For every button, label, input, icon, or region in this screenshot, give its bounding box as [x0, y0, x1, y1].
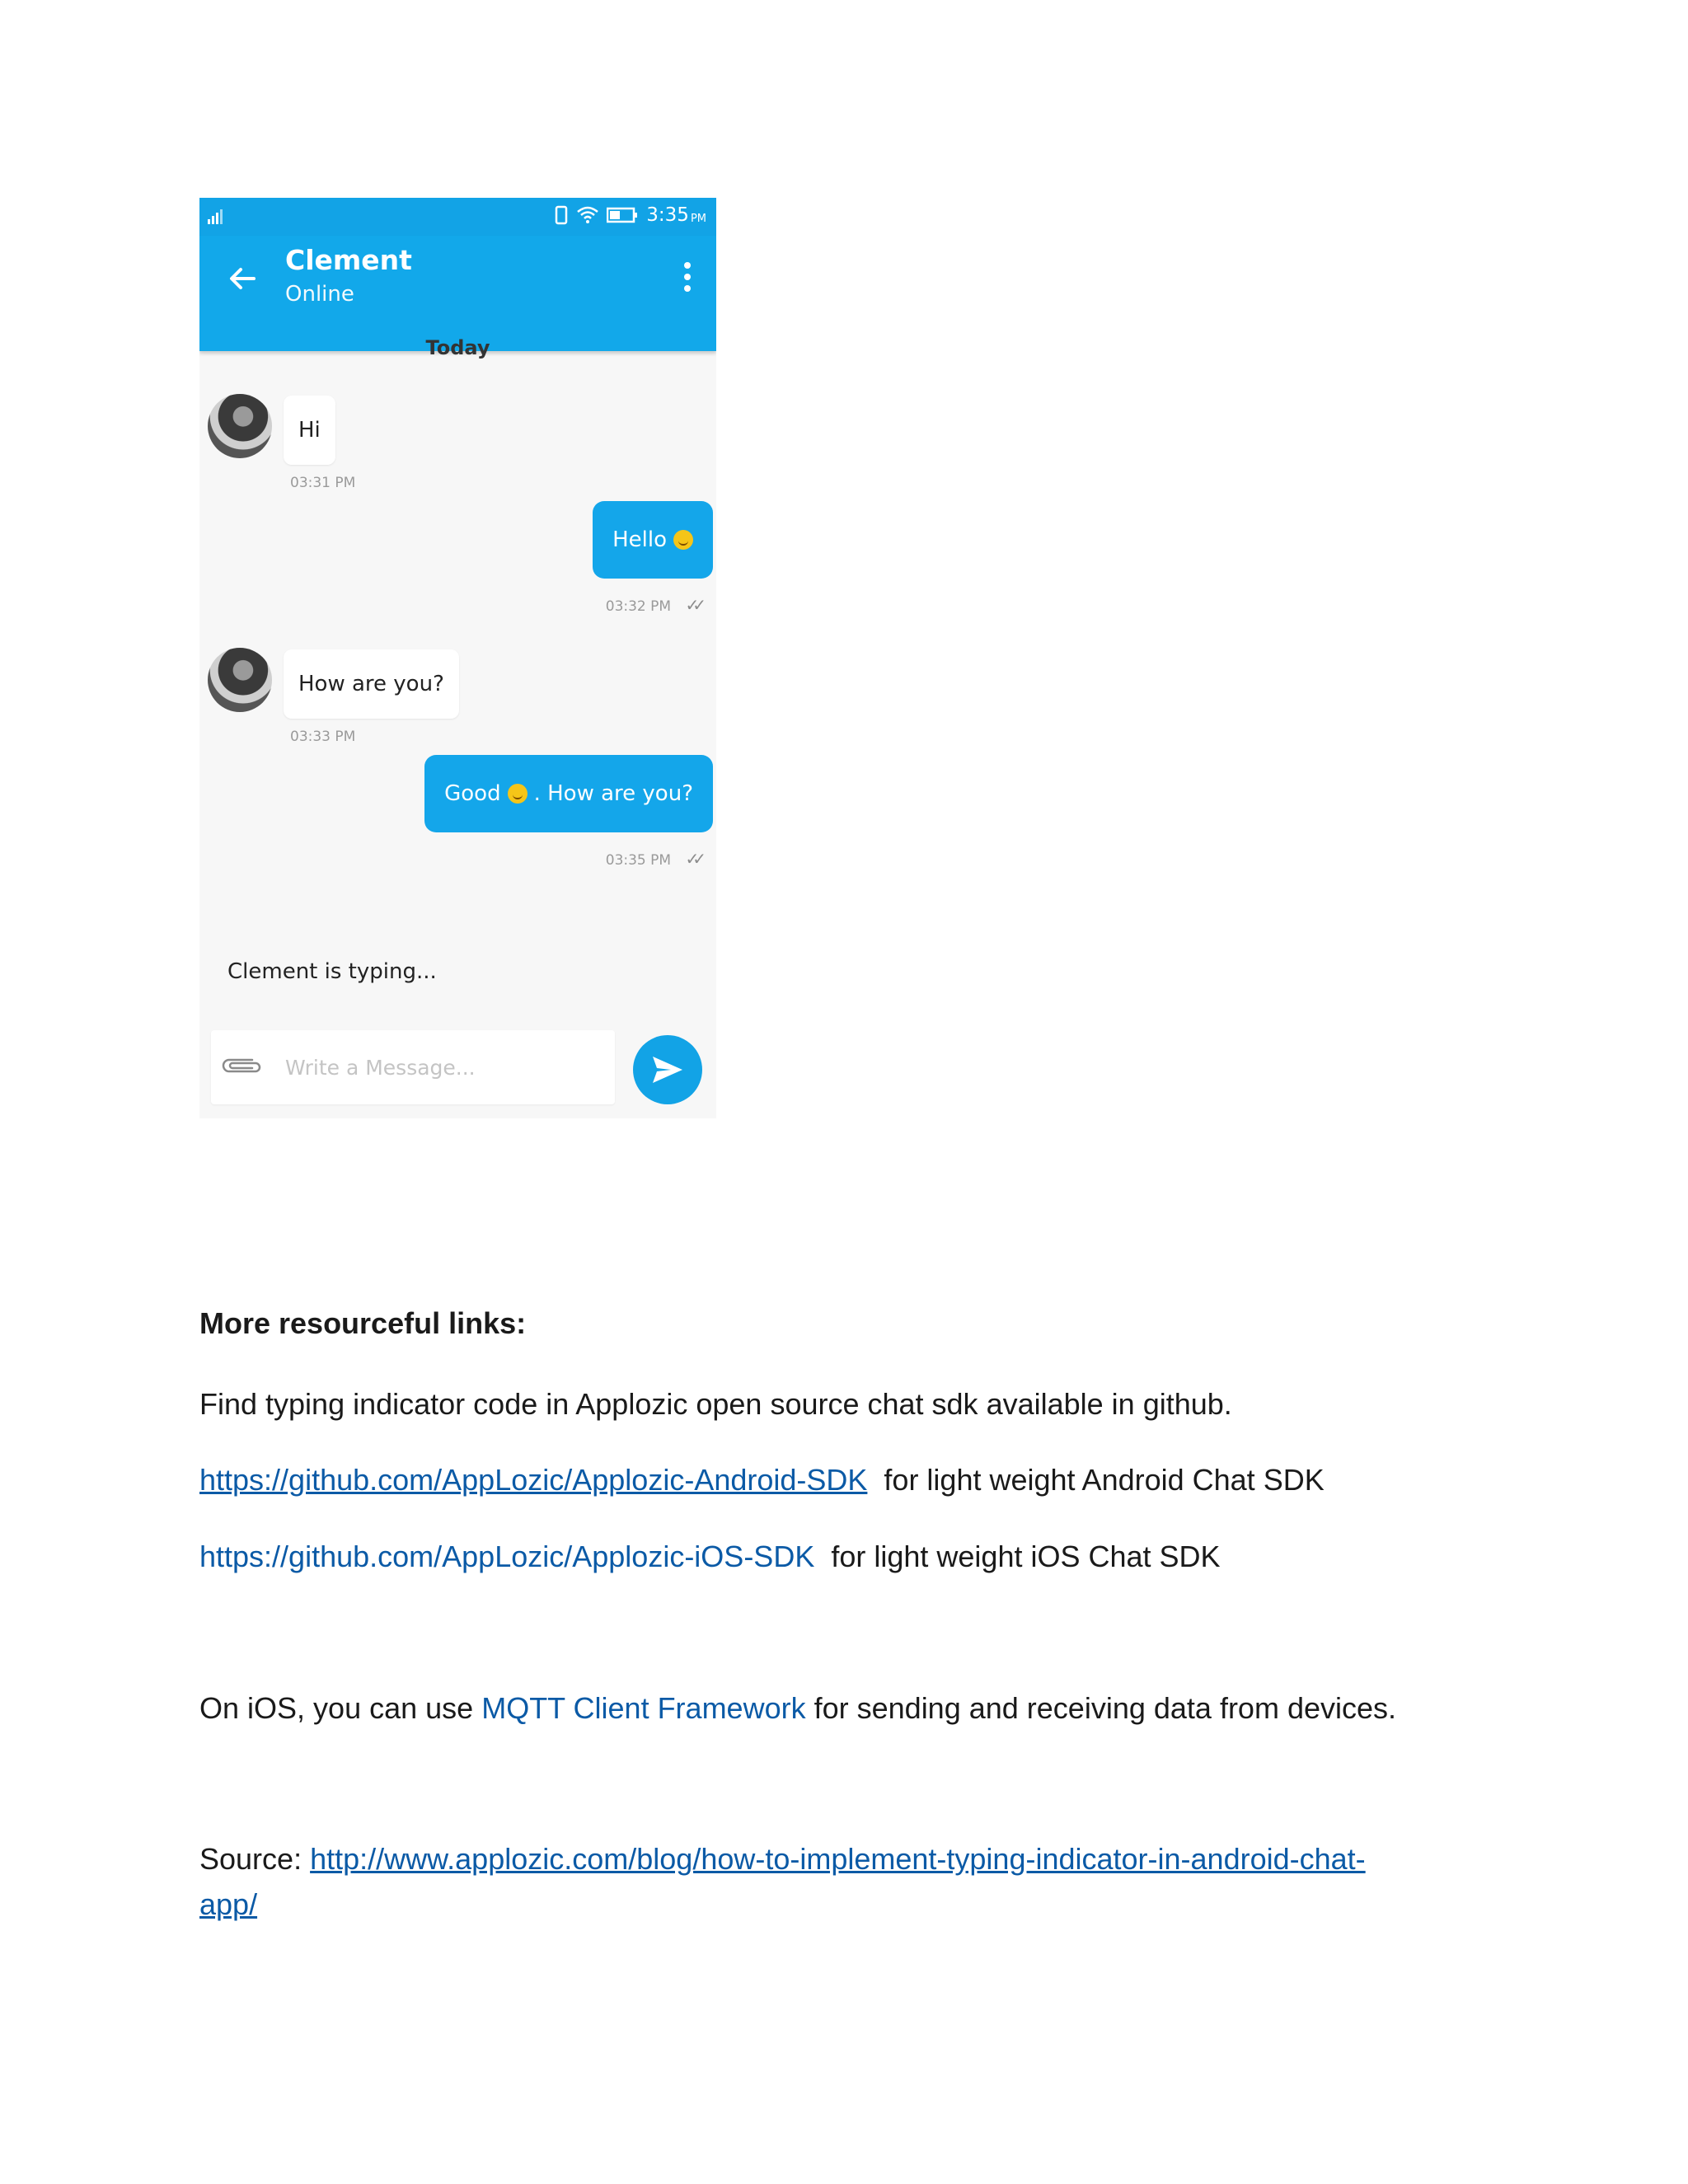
message-text: Hi	[298, 418, 321, 443]
incoming-message[interactable]	[284, 649, 459, 719]
ios-mqtt-text-after: for sending and receiving data from devices.	[814, 1691, 1397, 1725]
message-time: 03:35 PM	[605, 852, 672, 869]
outgoing-message[interactable]	[593, 501, 713, 579]
signal-icon	[206, 206, 231, 226]
chat-header	[199, 236, 716, 351]
smiley-emoji-icon	[508, 784, 528, 804]
contact-name[interactable]: Clement	[285, 244, 412, 276]
vibrate-icon	[554, 205, 569, 225]
source-link[interactable]: http://www.applozic.com/blog/how-to-implement-typing-indicator-in-android-chat-	[310, 1842, 1366, 1876]
smiley-emoji-icon	[673, 530, 693, 550]
status-bar	[199, 198, 716, 236]
back-arrow-icon[interactable]	[224, 260, 260, 297]
send-button[interactable]	[633, 1035, 702, 1104]
message-meta	[606, 595, 700, 615]
attachment-icon[interactable]	[219, 1053, 262, 1078]
source-line	[199, 1842, 1366, 1877]
ios-sdk-description: for light weight iOS Chat SDK	[831, 1540, 1221, 1573]
message-composer	[211, 1030, 615, 1104]
ios-sdk-link[interactable]: https://github.com/AppLozic/Applozic-iOS-SDK	[199, 1540, 815, 1573]
ios-sdk-line	[199, 1540, 1221, 1574]
day-divider: Today	[425, 336, 490, 359]
typing-indicator: Clement is typing...	[227, 959, 437, 984]
source-label: Source:	[199, 1842, 302, 1876]
message-text-end: . How are you?	[533, 781, 693, 806]
mqtt-framework-link[interactable]: MQTT Client Framework	[481, 1691, 806, 1725]
source-link-continued[interactable]: app/	[199, 1887, 258, 1921]
message-time: 03:33 PM	[290, 729, 356, 745]
ios-mqtt-paragraph	[199, 1691, 1396, 1726]
message-time: 03:32 PM	[605, 598, 672, 615]
contact-avatar[interactable]	[208, 648, 272, 712]
message-input[interactable]	[284, 1050, 600, 1085]
message-text: How are you?	[298, 672, 444, 696]
incoming-message[interactable]	[284, 396, 335, 465]
ios-mqtt-text-before: On iOS, you can use	[199, 1691, 474, 1725]
clock-ampm: PM	[690, 212, 706, 225]
section-heading: More resourceful links:	[199, 1306, 527, 1340]
battery-icon	[607, 206, 638, 224]
message-text: Hello	[612, 527, 667, 552]
intro-paragraph: Find typing indicator code in Applozic open source chat sdk available in github.	[199, 1387, 1232, 1421]
more-options-icon[interactable]	[682, 259, 693, 295]
message-text-start: Good	[444, 781, 501, 806]
outgoing-message[interactable]	[424, 755, 713, 832]
contact-avatar[interactable]	[208, 394, 272, 458]
contact-status: Online	[285, 282, 354, 307]
double-check-icon: ✓✓	[685, 595, 700, 615]
send-icon	[649, 1053, 686, 1086]
chat-screenshot	[199, 198, 716, 1118]
clock: 3:35	[646, 204, 689, 226]
android-sdk-line	[199, 1463, 1325, 1497]
double-check-icon: ✓✓	[685, 849, 700, 869]
android-sdk-link[interactable]: https://github.com/AppLozic/Applozic-Android-SDK	[199, 1463, 868, 1497]
wifi-icon	[577, 206, 598, 224]
source-line-continued	[199, 1887, 257, 1922]
android-sdk-description: for light weight Android Chat SDK	[884, 1463, 1325, 1497]
message-meta	[606, 849, 700, 869]
message-time: 03:31 PM	[290, 475, 356, 491]
